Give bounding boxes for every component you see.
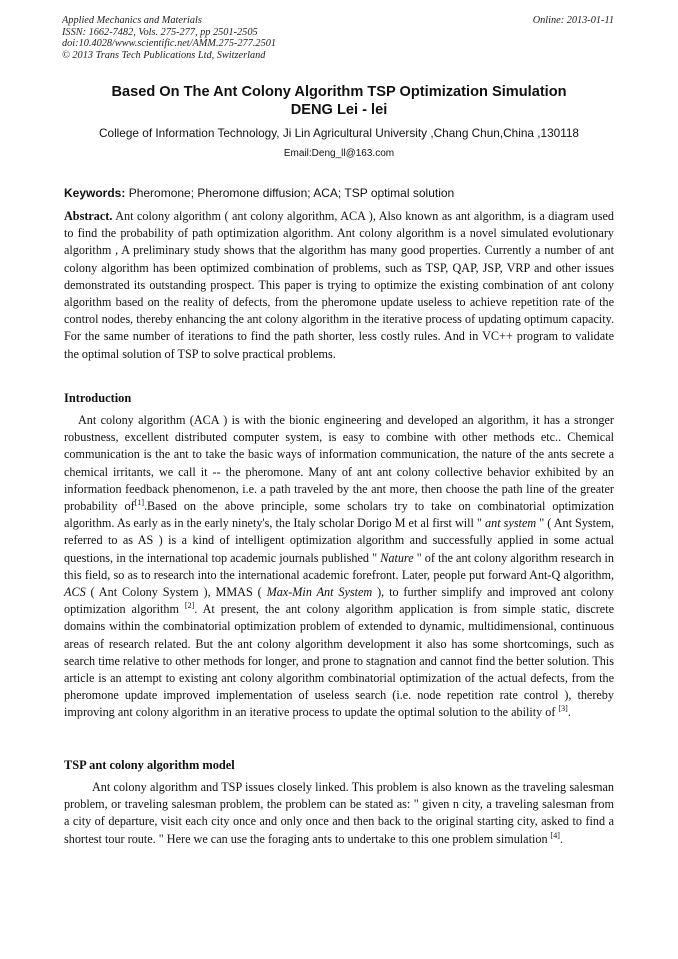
- intro-text-4: " of the ant colony algorithm research in this field, so as to research into the international academic forefront. Later, people put forward Ant-Q algorithm,: [64, 550, 614, 582]
- keywords-line: [64, 186, 454, 200]
- citation-4[interactable]: [4]: [550, 830, 560, 840]
- paper-title: Based On The Ant Colony Algorithm TSP Optimization Simulation: [111, 84, 567, 100]
- intro-text-2: .Based on the above principle, some scholars try to take on combinatorial optimization algorithm. As early as in the early ninety's, the Italy scholar Dorigo M et al first will ": [64, 499, 614, 531]
- intro-text-1: Ant colony algorithm (ACA ) is with the bionic engineering and developed an algorithm, it has a stronger robustness, excellent distributed computer system, is easy to combine with other methods etc.. Chemical communication is the ant to take the basic ways of information communication, the nature of the ants secrete a chemical irritants, we call it -- the pheromone. Many of ant ant colony collective behavior exhibited by an information feedback phenomenon, i.e. a path traveled by the ant more, then choose the path line of the greater probability of: [64, 413, 614, 514]
- intro-text-5: ( Ant Colony System ), MMAS (: [85, 585, 267, 600]
- tsp-text-1: Ant colony algorithm and TSP issues closely linked. This problem is also known as the traveling salesman problem, or traveling salesman problem, the problem can be stated as: " given n city, a traveling salesman from a city of departure, visit each city once and only once and then back to the original starting city, asked to find a shortest tour route. " Here we can use the foraging ants to undertake to this one problem simulation: [64, 780, 614, 846]
- journal-name: Applied Mechanics and Materials: [62, 15, 202, 26]
- journal-header: [62, 15, 276, 61]
- citation-2[interactable]: [2]: [184, 601, 195, 611]
- keywords-text: Pheromone; Pheromone diffusion; ACA; TSP optimal solution: [125, 186, 455, 200]
- intro-emphasis-ant-system: ant system: [485, 516, 537, 531]
- intro-emphasis-acs: ACS: [64, 585, 86, 600]
- abstract-paragraph: [64, 208, 614, 363]
- tsp-text-2: .: [559, 831, 563, 846]
- copyright-line: © 2013 Trans Tech Publications Ltd, Switzerland: [62, 49, 266, 61]
- keywords-label: Keywords:: [64, 186, 126, 200]
- intro-text-6: ), to further simplify and improved ant colony optimization algorithm: [64, 585, 614, 617]
- intro-text-3: " ( Ant System, referred to as AS ) is a kind of intelligent optimization algorithm and successfully applied in some actual questions, in the international top academic journals published ": [64, 516, 614, 565]
- intro-text-8: .: [567, 705, 571, 720]
- introduction-heading: Introduction: [64, 391, 132, 405]
- citation-3[interactable]: [3]: [558, 704, 568, 714]
- doi-line: doi:10.4028/www.scientific.net/AMM.275-277.2501: [62, 38, 277, 50]
- author-name: DENG Lei - lei: [290, 102, 388, 118]
- issn-line: ISSN: 1662-7482, Vols. 275-277, pp 2501-2505: [62, 26, 258, 38]
- affiliation: College of Information Technology, Ji Lin Agricultural University ,Chang Chun,China ,130118: [98, 126, 579, 140]
- online-date: Online: 2013-01-11: [532, 15, 614, 26]
- tsp-heading: TSP ant colony algorithm model: [64, 758, 235, 772]
- introduction-paragraph: [64, 412, 614, 722]
- abstract-label: Abstract.: [64, 209, 113, 223]
- citation-1[interactable]: [1]: [134, 497, 144, 507]
- email-address: Email:Deng_ll@163.com: [283, 148, 395, 159]
- abstract-text: Ant colony algorithm ( ant colony algorithm, ACA ), Also known as ant algorithm, is a diagram used to find the probability of path optimization algorithm. Ant colony algorithm is a novel simulated evolutionary algorithm , A preliminary study shows that the algorithm has many good properties. Currently a number of ant colony algorithm has been optimized combination of problems, such as TSP, QAP, JSP, VRP and other issues demonstrated its outstanding prospect. This paper is trying to optimize the existing combination of ant colony algorithm based on the reality of defects, from the pheromone update useless to achieve repetition rate of the control nodes, thereby enhancing the ant colony algorithm in the iterative process of updating optimum capacity. For the same number of iterations to find the path shorter, less costly rules. And in VC++ program to validate the optimal solution of TSP to solve practical problems.: [64, 209, 614, 361]
- tsp-paragraph: [64, 779, 614, 848]
- intro-emphasis-nature: Nature: [380, 550, 414, 565]
- intro-text-7: . At present, the ant colony algorithm application is from simple static, discrete domains within the combinatorial optimization problem of extended to dynamic, multidimensional, continuous areas of research related. But the ant colony algorithm development it also has some shortcomings, such as search time relative to other methods for longer, and prone to stagnation and cannot find the better solution. This article is an attempt to existing ant colony algorithm combinatorial optimization of the actual defects, from the pheromone update improved implementation of useless search (i.e. node repetition rate control ), thereby improving ant colony algorithm in an iterative process to update the optimal solution to the ability of: [64, 602, 615, 720]
- intro-emphasis-mmas: Max-Min Ant System: [266, 585, 373, 600]
